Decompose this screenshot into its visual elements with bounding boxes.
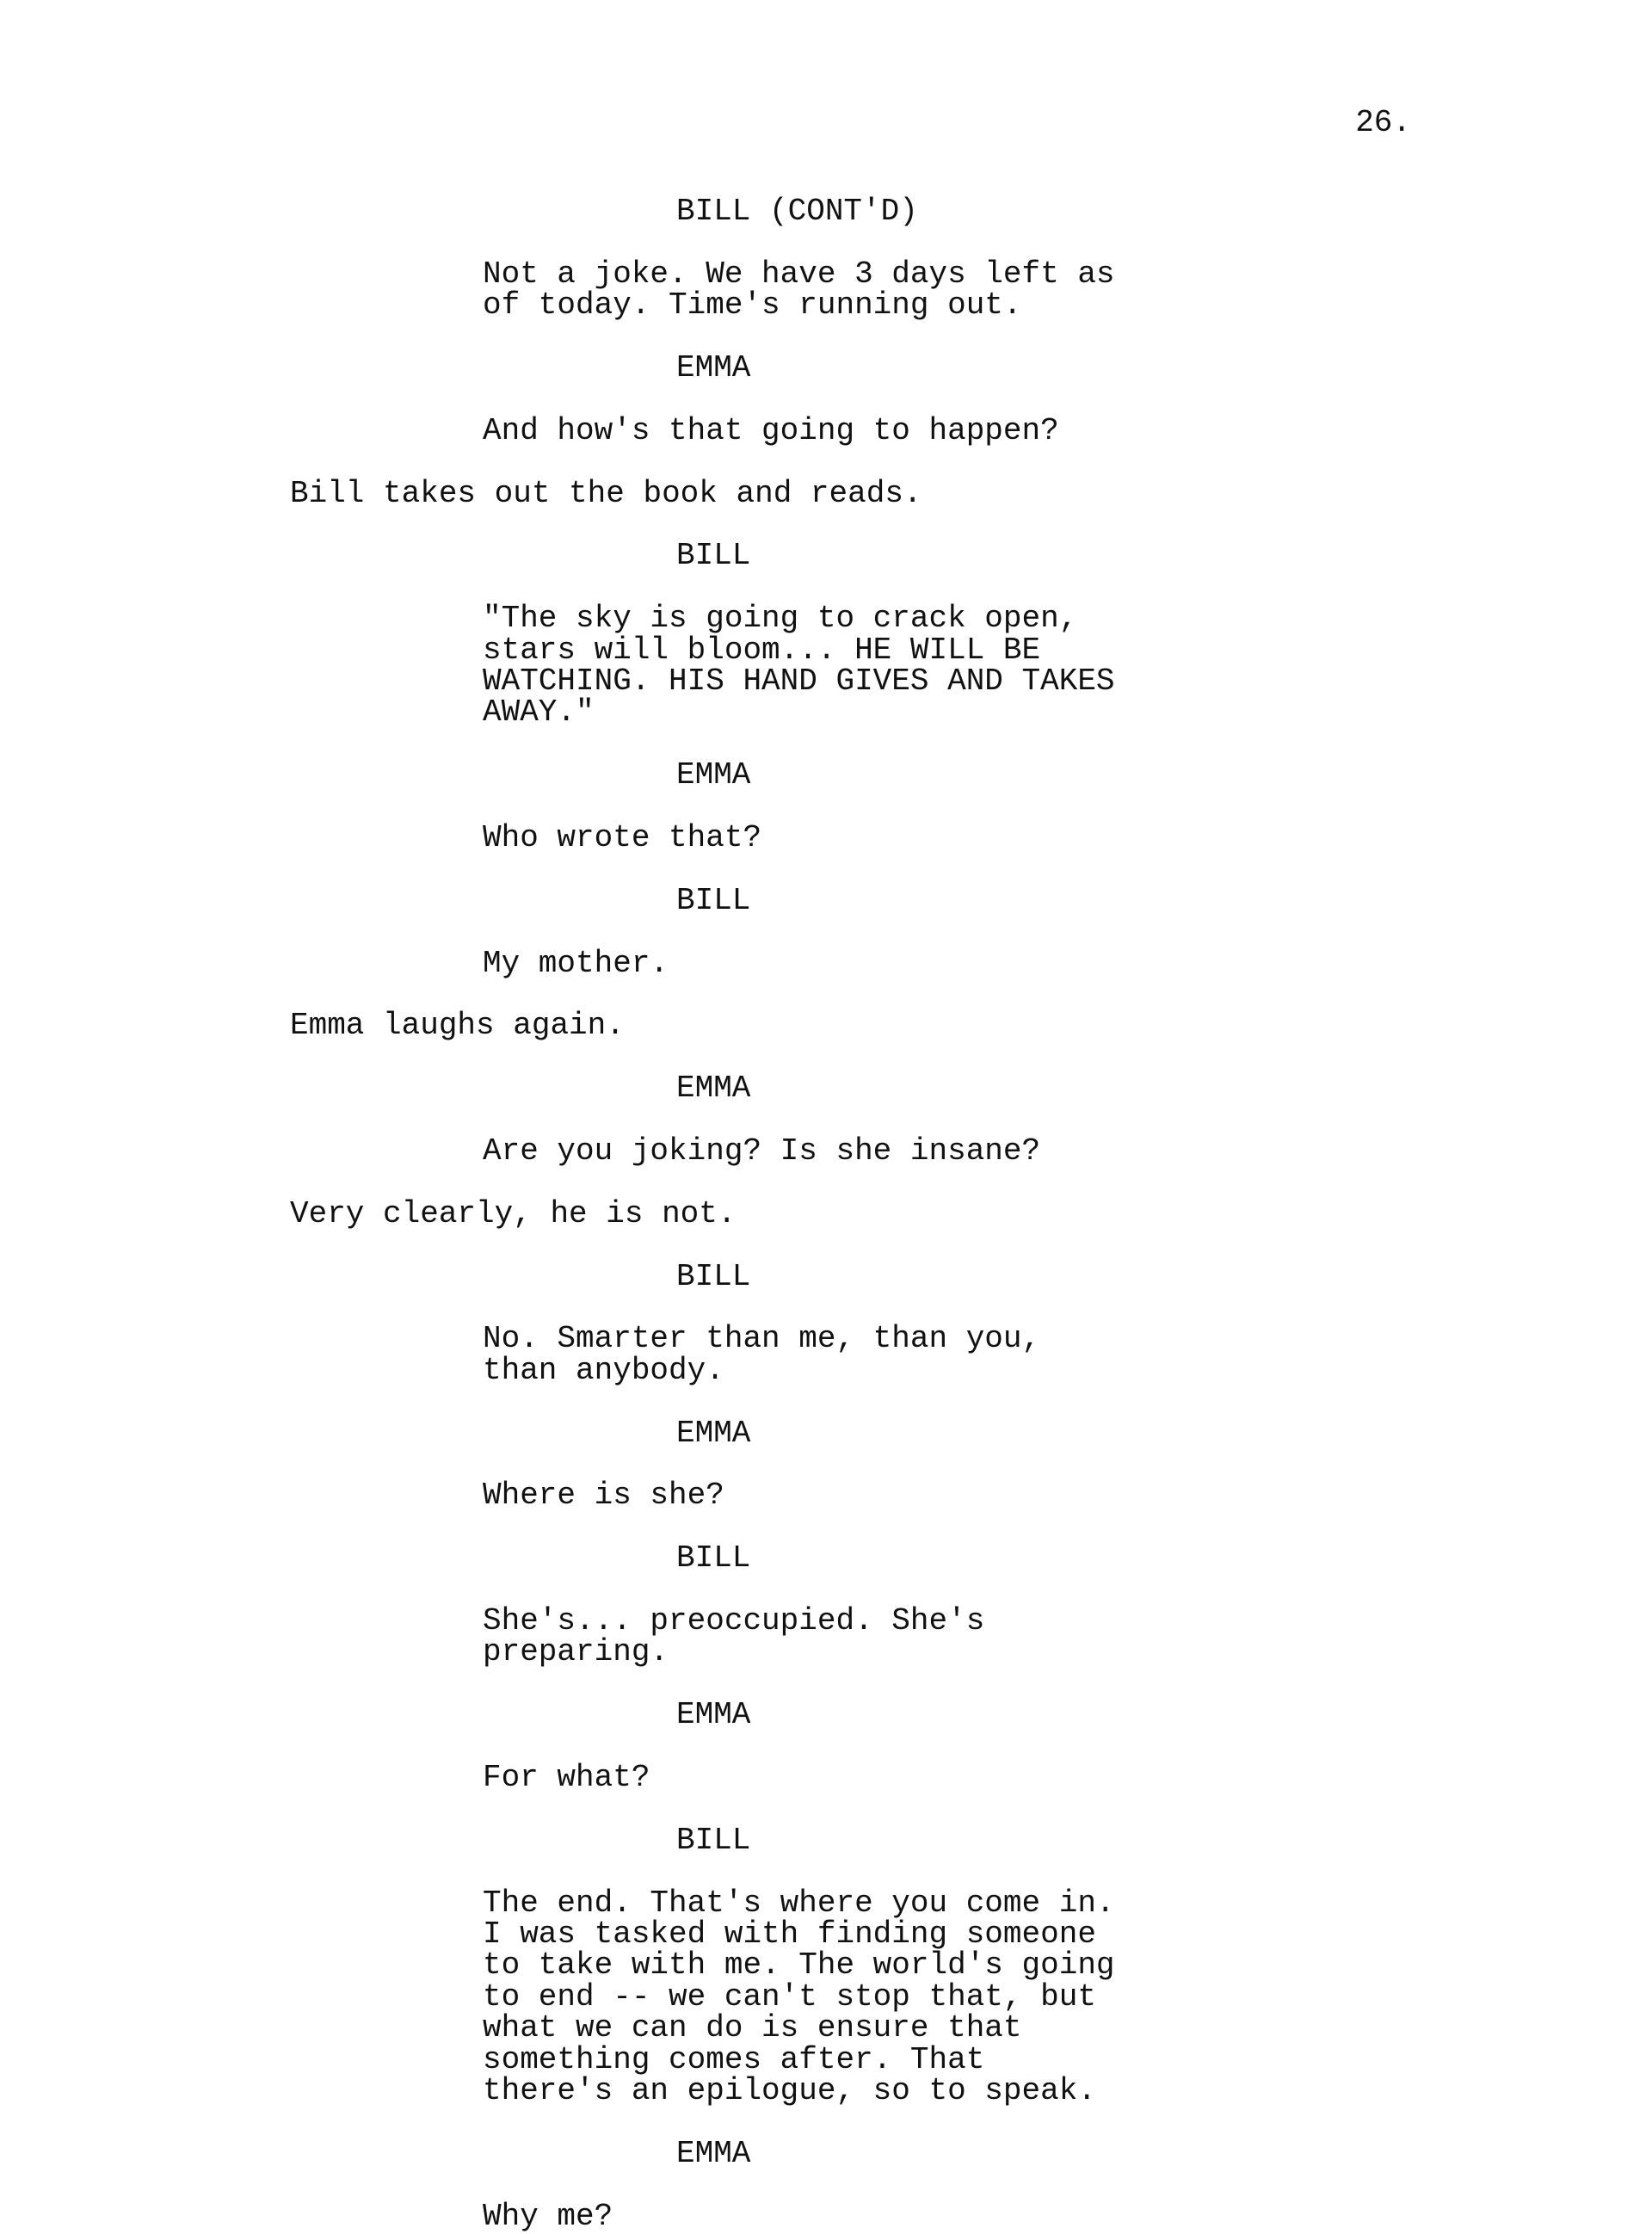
character-cue: EMMA [676, 2135, 751, 2171]
character-cue: EMMA [676, 350, 751, 386]
dialogue-line: there's an epilogue, so to speak. [483, 2073, 1096, 2108]
action-line: Bill takes out the book and reads. [290, 475, 922, 511]
dialogue-line: stars will bloom... HE WILL BE [483, 632, 1041, 668]
character-cue: BILL [676, 882, 751, 918]
character-cue: BILL [676, 538, 751, 574]
dialogue-line: to end -- we can't stop that, but [483, 1978, 1096, 2015]
dialogue-line: AWAY." [483, 694, 595, 731]
dialogue-line: Are you joking? Is she insane? [483, 1133, 1041, 1169]
character-cue: EMMA [676, 1415, 751, 1451]
page-number: 26. [1355, 105, 1411, 140]
dialogue-line: The end. That's where you come in. [483, 1885, 1115, 1921]
dialogue-line: For what? [483, 1760, 650, 1795]
dialogue-line: Who wrote that? [483, 820, 762, 855]
character-cue: BILL [676, 1540, 751, 1577]
dialogue-line: She's... preoccupied. She's [483, 1603, 985, 1638]
dialogue-line: And how's that going to happen? [483, 412, 1059, 448]
dialogue-line: WATCHING. HIS HAND GIVES AND TAKES [483, 663, 1115, 699]
dialogue-line: "The sky is going to crack open, [483, 601, 1078, 637]
character-cue: EMMA [676, 1071, 751, 1107]
dialogue-line: I was tasked with finding someone [483, 1916, 1096, 1952]
action-line: Emma laughs again. [290, 1008, 625, 1044]
dialogue-line: Where is she? [483, 1478, 724, 1514]
dialogue-line: Not a joke. We have 3 days left as [483, 256, 1115, 292]
dialogue-line: My mother. [483, 945, 669, 981]
dialogue-line: preparing. [483, 1634, 669, 1670]
dialogue-line: Why me? [483, 2198, 613, 2234]
dialogue-line: No. Smarter than me, than you, [483, 1321, 1041, 1357]
dialogue-line: what we can do is ensure that [483, 2010, 1022, 2046]
dialogue-line: of today. Time's running out. [483, 287, 1022, 324]
character-cue: BILL (CONT'D) [676, 194, 918, 229]
action-line: Very clearly, he is not. [290, 1195, 737, 1231]
dialogue-line: to take with me. The world's going [483, 1947, 1115, 1984]
character-cue: BILL [676, 1258, 751, 1294]
character-cue: EMMA [676, 757, 751, 793]
dialogue-line: than anybody. [483, 1352, 724, 1388]
dialogue-line: something comes after. That [483, 2041, 985, 2077]
character-cue: BILL [676, 1822, 751, 1858]
character-cue: EMMA [676, 1697, 751, 1733]
